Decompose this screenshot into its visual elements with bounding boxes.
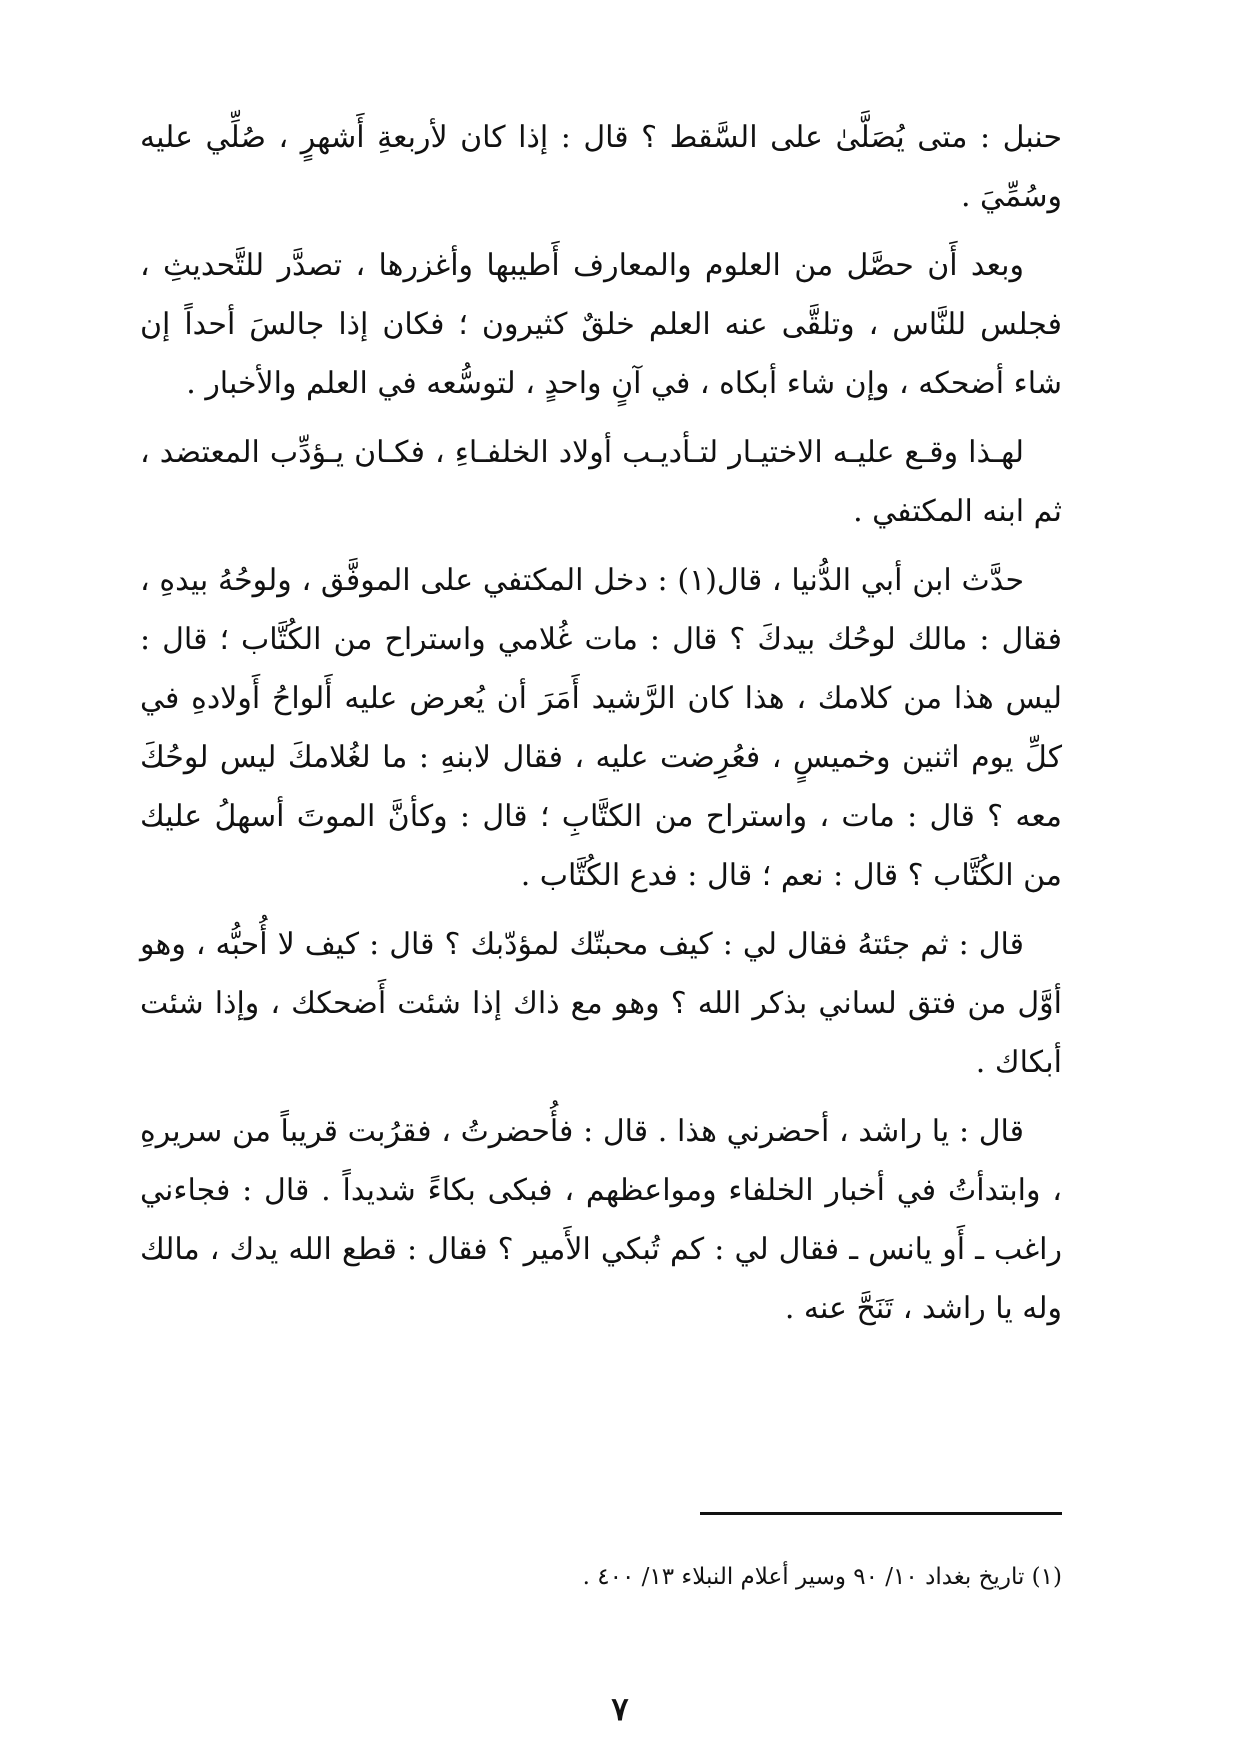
- footnote-text: تاريخ بغداد ١٠/ ٩٠ وسير أعلام النبلاء ١٣/ ٤٠٠ .: [582, 1564, 1025, 1590]
- footnote-marker: (١): [1031, 1564, 1062, 1590]
- paragraph-6: قال : يا راشد ، أحضرني هذا . قال : فأُحضرتُ ، فقرُبت قريباً من سريرهِ ، وابتدأتُ في أخبار الخلفاء ومواعظهم ، فبكى بكاءً شديداً . قال : فجاءني راغب ـ أَو يانس ـ فقال لي : كم تُبكي الأَمير ؟ فقال : قطع الله يدك ، مالك وله يا راشد ، تَنَحَّ عنه .: [140, 1114, 1063, 1326]
- main-text: [140, 108, 1062, 1348]
- paragraph-1: حنبل : متى يُصَلَّىٰ على السَّقط ؟ قال : إذا كان لأربعةِ أَشهرٍ ، صُلِّي عليه وسُمِّيَ .: [140, 120, 1062, 214]
- footnote: [140, 1560, 1062, 1594]
- paragraph-5: قال : ثم جئتهُ فقال لي : كيف محبتّك لمؤدّبك ؟ قال : كيف لا أُحبُّه ، وهو أوَّل من فتق لساني بذكر الله ؟ وهو مع ذاك إذا شئت أَضحكك ، وإذا شئت أبكاك .: [140, 927, 1062, 1080]
- footnote-divider: [700, 1512, 1062, 1515]
- page-number: ٧: [611, 1690, 629, 1728]
- paragraph-2: وبعد أَن حصَّل من العلوم والمعارف أَطيبها وأغزرها ، تصدَّر للتَّحديثِ ، فجلس للنَّاس ، وتلقَّى عنه العلم خلقٌ كثيرون ؛ فكان إذا جالسَ أحداً إن شاء أضحكه ، وإن شاء أبكاه ، في آنٍ واحدٍ ، لتوسُّعه في العلم والأخبار .: [140, 248, 1062, 401]
- paragraph-3: لهـذا وقـع عليـه الاختيـار لتـأديـب أولاد الخلفـاءِ ، فكـان يـؤدِّب المعتضد ، ثم ابنه المكتفي .: [140, 435, 1062, 529]
- paragraph-4: حدَّث ابن أبي الدُّنيا ، قال(١) : دخل المكتفي على الموفَّق ، ولوحُهُ بيدهِ ، فقال : مالك لوحُك بيدكَ ؟ قال : مات غُلامي واستراح من الكُتَّاب ؛ قال : ليس هذا من كلامك ، هذا كان الرَّشيد أَمَرَ أن يُعرض عليه أَلواحُ أَولادهِ في كلِّ يوم اثنين وخميسٍ ، فعُرِضت عليه ، فقال لابنهِ : ما لغُلامكَ ليس لوحُكَ معه ؟ قال : مات ، واستراح من الكتَّابِ ؛ قال : وكأنَّ الموتَ أسهلُ عليك من الكُتَّاب ؟ قال : نعم ؛ قال : فدع الكُتَّاب .: [140, 563, 1062, 893]
